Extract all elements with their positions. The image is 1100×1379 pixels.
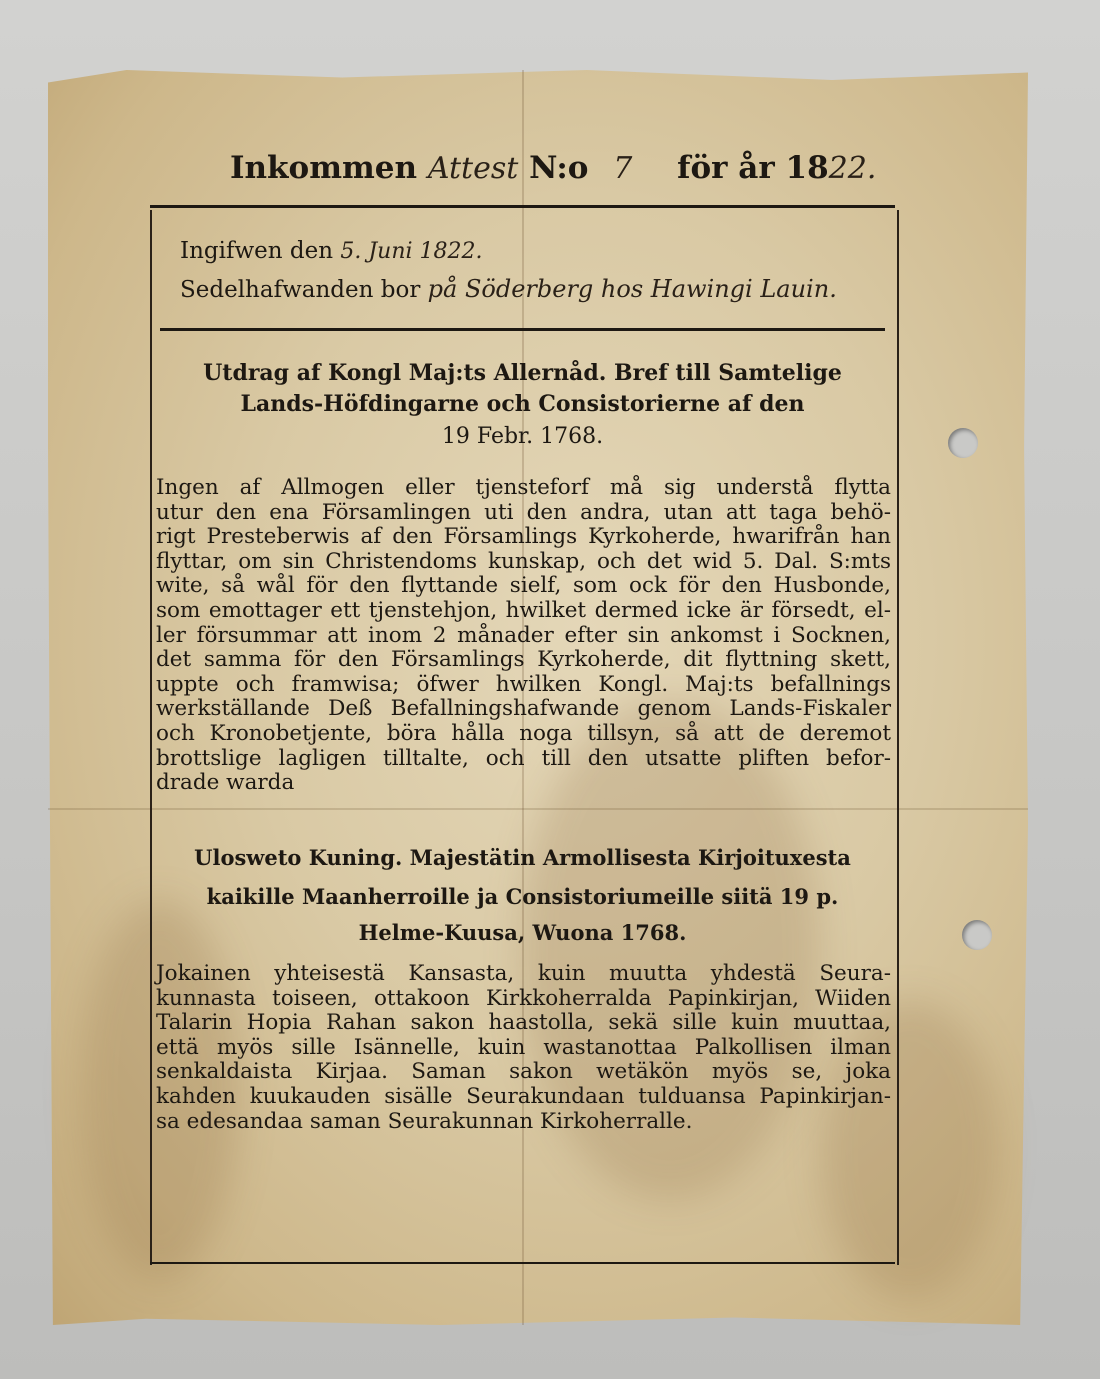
bottom-rule — [150, 1262, 895, 1264]
finnish-heading-3: Helme-Kuusa, Wuona 1768. — [358, 920, 687, 945]
swedish-heading-3: 19 Febr. 1768. — [441, 424, 604, 449]
swedish-body-line: det samma för den Församlings Kyrkoherde, dit flyttning skett, — [156, 647, 891, 673]
swedish-body-line: werkställande Deß Befallningshafwande genom Lands-Fiskaler — [156, 696, 891, 722]
submitted-label: Ingifwen den — [180, 238, 334, 264]
swedish-body-line: och Kronobetjente, böra hålla noga tillsyn, så att de deremot — [156, 720, 891, 746]
document-title — [230, 150, 876, 186]
finnish-body-line: kunnasta toiseen, ottakoon Kirkkoherralda Papinkirjan, Wiiden — [156, 985, 891, 1011]
finnish-body-line: senkaldaista Kirjaa. Saman sakon wetäkön myös se, joka — [156, 1059, 891, 1085]
finnish-body-line: Talarin Hopia Rahan sakon haastolla, sekä sille kuin muuttaa, — [156, 1010, 891, 1036]
finnish-body — [156, 962, 891, 1134]
punch-hole-top — [948, 428, 978, 458]
finnish-heading-1: Ulosweto Kuning. Majestätin Armollisesta Kirjoituxesta — [194, 845, 851, 870]
submitted-value: 5. Juni 1822. — [340, 239, 483, 264]
finnish-heading-2: kaikille Maanherroille ja Consistoriumeille siitä 19 p. — [206, 884, 839, 909]
title-prefix: Inkommen — [230, 150, 418, 186]
finnish-body-line: sa edesandaa saman Seurakunnan Kirkoherralle. — [156, 1108, 693, 1134]
resident-value: på Söderberg hos Hawingi Lauin. — [427, 275, 837, 303]
swedish-body-line: flyttar, om sin Christendoms kunskap, och det wid 5. Dal. S:mts — [156, 548, 891, 574]
resident-label: Sedelhafwanden bor — [180, 277, 421, 303]
swedish-heading-2: Lands-Höfdingarne och Consistorierne af den — [240, 391, 805, 417]
swedish-body-line: utur den ena Församlingen uti den andra, utan att taga behö- — [156, 499, 891, 525]
attest-label: Attest — [427, 151, 519, 186]
number-label: N:o — [529, 150, 589, 186]
finnish-body-line: että myös sille Isännelle, kuin wastanottaa Palkollisen ilman — [156, 1034, 891, 1060]
swedish-body-line: rigt Presteberwis af den Församlings Kyrkoherde, hwarifrån han — [156, 524, 891, 550]
swedish-body — [156, 476, 891, 796]
swedish-body-line: brottslige lagligen tilltalte, och till den utsatte pliften befor- — [156, 745, 891, 771]
swedish-heading-1: Utdrag af Kongl Maj:ts Allernåd. Bref till Samtelige — [203, 360, 842, 386]
swedish-body-line: uppte och framwisa; öfwer hwilken Kongl. Maj:ts befallnings — [156, 671, 891, 697]
swedish-body-line: Ingen af Allmogen eller tjensteforf må sig understå flytta — [156, 475, 891, 500]
form-rule — [160, 328, 885, 331]
swedish-body-line: som emottager ett tjenstehjon, hwilket dermed icke är försedt, el- — [156, 597, 891, 623]
top-rule — [150, 205, 895, 208]
number-value: 7 — [613, 151, 633, 186]
finnish-body-line: Jokainen yhteisestä Kansasta, kuin muutta yhdestä Seura- — [156, 961, 891, 986]
punch-hole-bottom — [962, 920, 992, 950]
year-label: för år 18 — [677, 150, 829, 186]
swedish-body-line: drade warda — [156, 770, 295, 796]
swedish-body-line: ler försummar att inom 2 månader efter sin ankomst i Socknen, — [156, 622, 891, 648]
resident-row — [180, 275, 837, 303]
submitted-row — [180, 238, 483, 264]
swedish-body-line: wite, så wål för den flyttande sielf, som ock för den Husbonde, — [156, 573, 891, 599]
finnish-body-line: kahden kuukauden sisälle Seurakundaan tulduansa Papinkirjan- — [156, 1083, 891, 1109]
year-value: 22. — [828, 151, 877, 186]
